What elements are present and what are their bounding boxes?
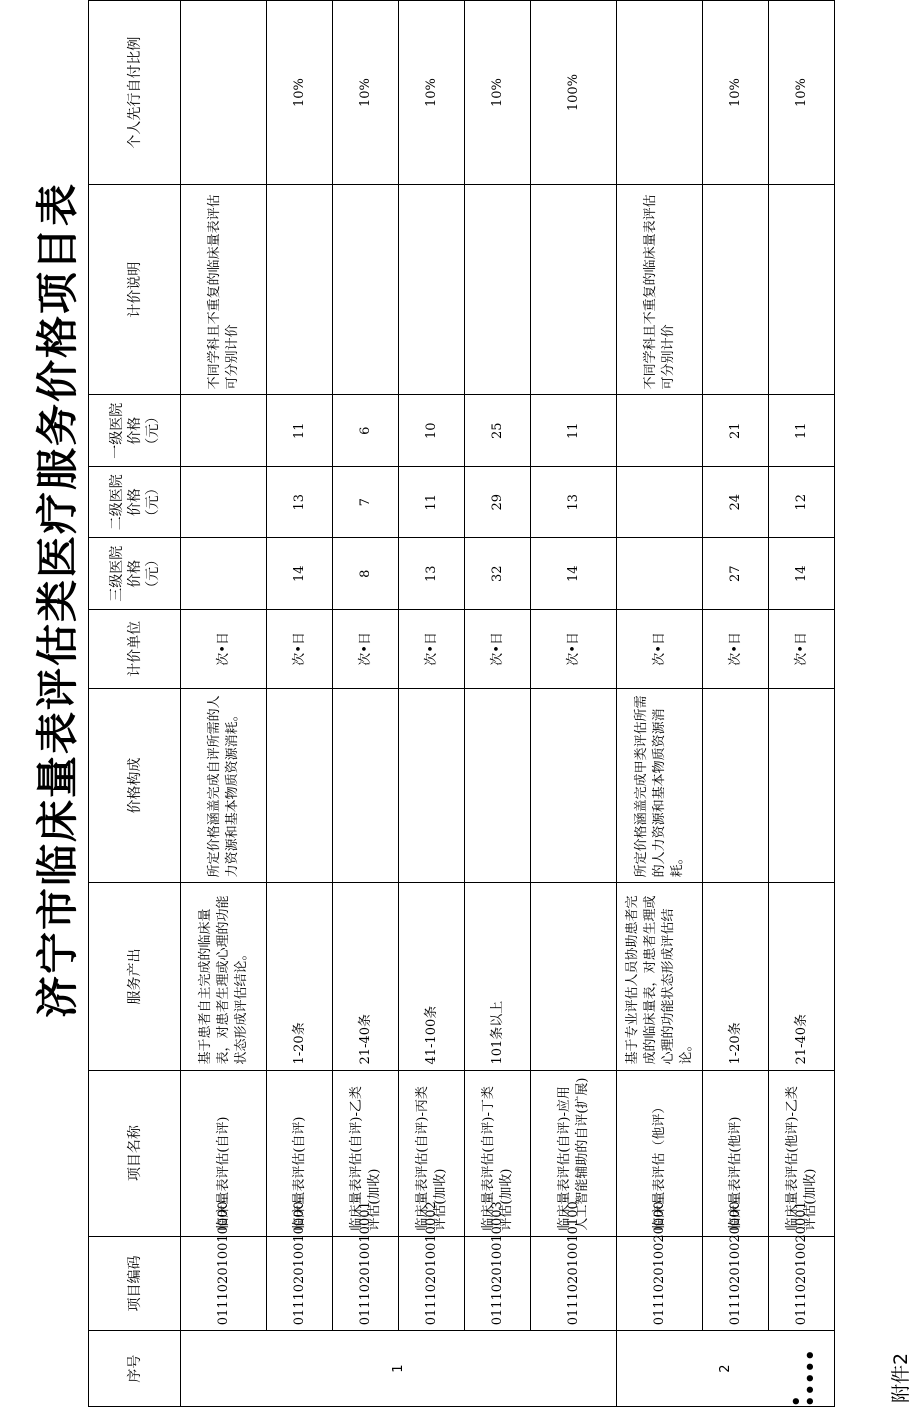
price-table — [88, 0, 835, 1407]
header-price-level2: 二级医院价格（元） — [89, 466, 181, 538]
price3-cell: 27 — [703, 538, 769, 610]
output-cell — [531, 883, 617, 1070]
composition-cell: 所定价格涵盖完成自评所需的人力资源和基本物质资源消耗。 — [181, 688, 267, 883]
price3-cell: 14 — [267, 538, 333, 610]
output-cell: 基于患者自主完成的临床量表，对患者生理或心理的功能状态形成评估结论。 — [181, 883, 267, 1070]
note-cell — [531, 185, 617, 395]
note-cell: 不同学科且不重复的临床量表评估可分别计价 — [617, 185, 703, 395]
code-cell: 011102010010003 — [465, 1236, 531, 1331]
code-cell: 011102010010002 — [399, 1236, 465, 1331]
header-price-level1: 一级医院价格（元） — [89, 395, 181, 467]
name-cell: 临床量表评估(自评)-丙类评估(加收) — [399, 1070, 465, 1236]
note-cell — [333, 185, 399, 395]
price1-cell — [181, 395, 267, 467]
composition-cell — [769, 688, 835, 883]
table-row — [333, 1, 399, 1407]
name-cell: 临床量表评估(自评)-应用人工智能辅助的自评(扩展) — [531, 1070, 617, 1236]
price1-cell: 21 — [703, 395, 769, 467]
output-cell: 1-20条 — [703, 883, 769, 1070]
unit-cell: 次•日 — [465, 609, 531, 688]
table-row — [703, 1, 769, 1407]
unit-cell: 次•日 — [333, 609, 399, 688]
ratio-cell: 10% — [399, 1, 465, 185]
price2-cell: 7 — [333, 466, 399, 538]
composition-cell — [531, 688, 617, 883]
ratio-cell: 10% — [465, 1, 531, 185]
composition-cell — [703, 688, 769, 883]
price1-cell: 25 — [465, 395, 531, 467]
table-row — [465, 1, 531, 1407]
composition-cell — [465, 688, 531, 883]
ratio-cell: 10% — [769, 1, 835, 185]
seq-cell: 1 — [181, 1331, 617, 1407]
price3-cell: 14 — [769, 538, 835, 610]
header-ratio: 个人先行自付比例 — [89, 1, 181, 185]
ratio-cell: 10% — [333, 1, 399, 185]
name-cell: 临床量表评估(他评) — [703, 1070, 769, 1236]
unit-cell: 次•日 — [399, 609, 465, 688]
composition-cell — [267, 688, 333, 883]
header-price-level3: 三级医院价格（元） — [89, 538, 181, 610]
output-cell: 21-40条 — [333, 883, 399, 1070]
unit-cell: 次•日 — [769, 609, 835, 688]
price2-cell: 24 — [703, 466, 769, 538]
output-cell: 101条以上 — [465, 883, 531, 1070]
table-row — [617, 1, 703, 1407]
output-cell: 41-100条 — [399, 883, 465, 1070]
price3-cell — [617, 538, 703, 610]
header-name: 项目名称 — [89, 1070, 181, 1236]
note-cell: 不同学科且不重复的临床量表评估可分别计价 — [181, 185, 267, 395]
name-cell: 临床量表评估(自评)-乙类评估(加收) — [333, 1070, 399, 1236]
header-seq: 序号 — [89, 1331, 181, 1407]
output-cell: 1-20条 — [267, 883, 333, 1070]
output-cell: 21-40条 — [769, 883, 835, 1070]
output-cell: 基于专业评估人员协助患者完成的临床量表，对患者生理或心理的功能状态形成评估结论。 — [617, 883, 703, 1070]
header-unit: 计价单位 — [89, 609, 181, 688]
price1-cell: 6 — [333, 395, 399, 467]
price3-cell — [181, 538, 267, 610]
continuation-dots: • ••••• — [786, 1349, 821, 1407]
ratio-cell: 100% — [531, 1, 617, 185]
code-cell: 011102010010100 — [531, 1236, 617, 1331]
code-cell: 011102010020000 — [617, 1236, 703, 1331]
header-output: 服务产出 — [89, 883, 181, 1070]
price1-cell — [617, 395, 703, 467]
code-cell: 011102010010000 — [267, 1236, 333, 1331]
ratio-cell: 10% — [267, 1, 333, 185]
code-cell: 011102010020001 — [769, 1236, 835, 1331]
unit-cell: 次•日 — [267, 609, 333, 688]
unit-cell: 次•日 — [617, 609, 703, 688]
code-cell: 011102010020000 — [703, 1236, 769, 1331]
header-note: 计价说明 — [89, 185, 181, 395]
price2-cell: 13 — [267, 466, 333, 538]
header-composition: 价格构成 — [89, 688, 181, 883]
table-header-row — [89, 1, 181, 1407]
name-cell: 临床量表评估（他评） — [617, 1070, 703, 1236]
note-cell — [267, 185, 333, 395]
composition-cell — [333, 688, 399, 883]
composition-cell — [399, 688, 465, 883]
table-row — [181, 1, 267, 1407]
note-cell — [465, 185, 531, 395]
code-cell: 011102010010000 — [181, 1236, 267, 1331]
code-cell: 011102010010001 — [333, 1236, 399, 1331]
page-title: 济宁市临床量表评估类医疗服务价格项目表 — [33, 182, 82, 1019]
price1-cell: 11 — [267, 395, 333, 467]
table-row — [267, 1, 333, 1407]
price3-cell: 14 — [531, 538, 617, 610]
price2-cell — [181, 466, 267, 538]
table-row — [399, 1, 465, 1407]
ratio-cell — [181, 1, 267, 185]
price2-cell: 11 — [399, 466, 465, 538]
price2-cell: 29 — [465, 466, 531, 538]
table-row — [531, 1, 617, 1407]
price3-cell: 32 — [465, 538, 531, 610]
table-row — [769, 1, 835, 1407]
composition-cell: 所定价格涵盖完成甲类评估所需的人力资源和基本物质资源消耗。 — [617, 688, 703, 883]
name-cell: 临床量表评估(自评) — [267, 1070, 333, 1236]
attachment-label: 附件2 — [890, 1352, 912, 1403]
name-cell: 临床量表评估(自评) — [181, 1070, 267, 1236]
unit-cell: 次•日 — [181, 609, 267, 688]
price1-cell: 11 — [769, 395, 835, 467]
price1-cell: 11 — [531, 395, 617, 467]
note-cell — [399, 185, 465, 395]
price2-cell — [617, 466, 703, 538]
unit-cell: 次•日 — [531, 609, 617, 688]
unit-cell: 次•日 — [703, 609, 769, 688]
name-cell: 临床量表评估(自评)-丁类评估(加收) — [465, 1070, 531, 1236]
ratio-cell — [617, 1, 703, 185]
price1-cell: 10 — [399, 395, 465, 467]
price2-cell: 13 — [531, 466, 617, 538]
price3-cell: 8 — [333, 538, 399, 610]
price2-cell: 12 — [769, 466, 835, 538]
price3-cell: 13 — [399, 538, 465, 610]
note-cell — [703, 185, 769, 395]
seq-cell: 2 — [617, 1331, 835, 1407]
ratio-cell: 10% — [703, 1, 769, 185]
header-code: 项目编码 — [89, 1236, 181, 1331]
name-cell: 临床量表评估(他评)-乙类评估(加收) — [769, 1070, 835, 1236]
note-cell — [769, 185, 835, 395]
